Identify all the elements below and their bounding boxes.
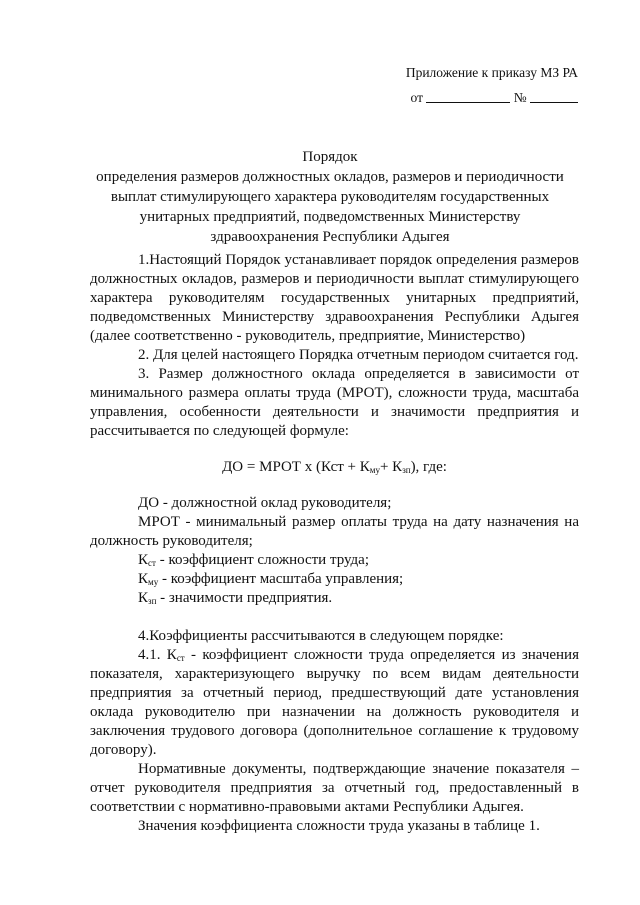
paragraph-6: Значения коэффициента сложности труда указаны в таблице 1. <box>138 818 540 834</box>
definition-mrot: МРОТ - минимальный размер оплаты труда на дату назначения на должность руководителя; <box>90 514 579 549</box>
paragraph-4-1 <box>90 646 579 760</box>
kzp-letter: К <box>138 590 149 606</box>
kzp-text: - значимости предприятия. <box>156 590 333 606</box>
formula-mid: + К <box>379 459 403 475</box>
kst-text: - коэффициент сложности труда; <box>155 552 370 568</box>
kzp-sub: зп <box>148 596 157 606</box>
document-title <box>70 147 590 247</box>
p41-text: - коэффициент сложности труда определяется из значения показателя, характеризующего выручку по всем видам деятельности предприятия за отчетный период, предшествующий дате установления оклада руководителю при назначении на должность руководителя и заключения трудового договора (дополнительное соглашение к трудовому договору). <box>90 647 579 758</box>
appendix-line: Приложение к приказу МЗ РА <box>405 65 578 80</box>
order-date-number-line <box>318 85 578 110</box>
paragraph-4: 4.Коэффициенты рассчитываются в следующем порядке: <box>138 628 504 644</box>
definition-do: ДО - должностной оклад руководителя; <box>138 495 392 511</box>
kst-sub: ст <box>148 558 156 568</box>
formula-sub-zp: зп <box>402 465 411 475</box>
date-blank <box>426 89 510 103</box>
kmu-text: - коэффициент масштаба управления; <box>158 571 404 587</box>
from-label: от <box>410 90 423 105</box>
title-subtitle-line: определения размеров должностных окладов, размеров и периодичности <box>96 169 564 185</box>
number-label: № <box>513 90 527 105</box>
definition-kzp <box>90 589 579 608</box>
paragraph-3: 3. Размер должностного оклада определяется в зависимости от минимального размера оплаты труда (МРОТ), сложности труда, масштаба управления, особенности деятельности и значимости предприятия и рассчитывается по следующей формуле: <box>90 366 579 439</box>
number-blank <box>530 89 578 103</box>
kmu-letter: К <box>138 571 149 587</box>
title-subtitle-line: выплат стимулирующего характера руководителям государственных <box>110 189 550 205</box>
title-subtitle-line: здравоохранения Республики Адыгея <box>210 229 450 245</box>
document-body <box>90 251 579 836</box>
formula-prefix: ДО = МРОТ х (Кст + К <box>222 459 370 475</box>
p41-sub: ст <box>176 653 185 663</box>
kmu-sub: му <box>148 577 159 587</box>
spacer <box>90 608 579 627</box>
kst-letter: К <box>138 552 149 568</box>
p41-prefix: 4.1. К <box>138 647 177 663</box>
paragraph-5: Нормативные документы, подтверждающие значение показателя – отчет руководителя предприятия за отчетный год, предоставленный в соответствии с нормативно-правовыми актами Республики Адыгея. <box>90 761 579 815</box>
definition-kst <box>90 551 579 570</box>
definition-kmu <box>90 570 579 589</box>
paragraph-1: 1.Настоящий Порядок устанавливает порядок определения размеров должностных окладов, размеров и периодичности выплат стимулирующего характера руководителям государственных унитарных предприятий, подведомственных Министерству здравоохранения Республики Адыгея (далее соответственно - руководитель, предприятие, Министерство) <box>90 252 579 344</box>
appendix-header <box>318 60 578 110</box>
formula-sub-mu: му <box>369 465 380 475</box>
title-subtitle-line: унитарных предприятий, подведомственных Министерству <box>139 209 521 225</box>
salary-formula <box>90 458 579 477</box>
paragraph-2: 2. Для целей настоящего Порядка отчетным периодом считается год. <box>138 347 579 363</box>
formula-suffix: ), где: <box>410 459 447 475</box>
title-heading: Порядок <box>302 149 358 165</box>
